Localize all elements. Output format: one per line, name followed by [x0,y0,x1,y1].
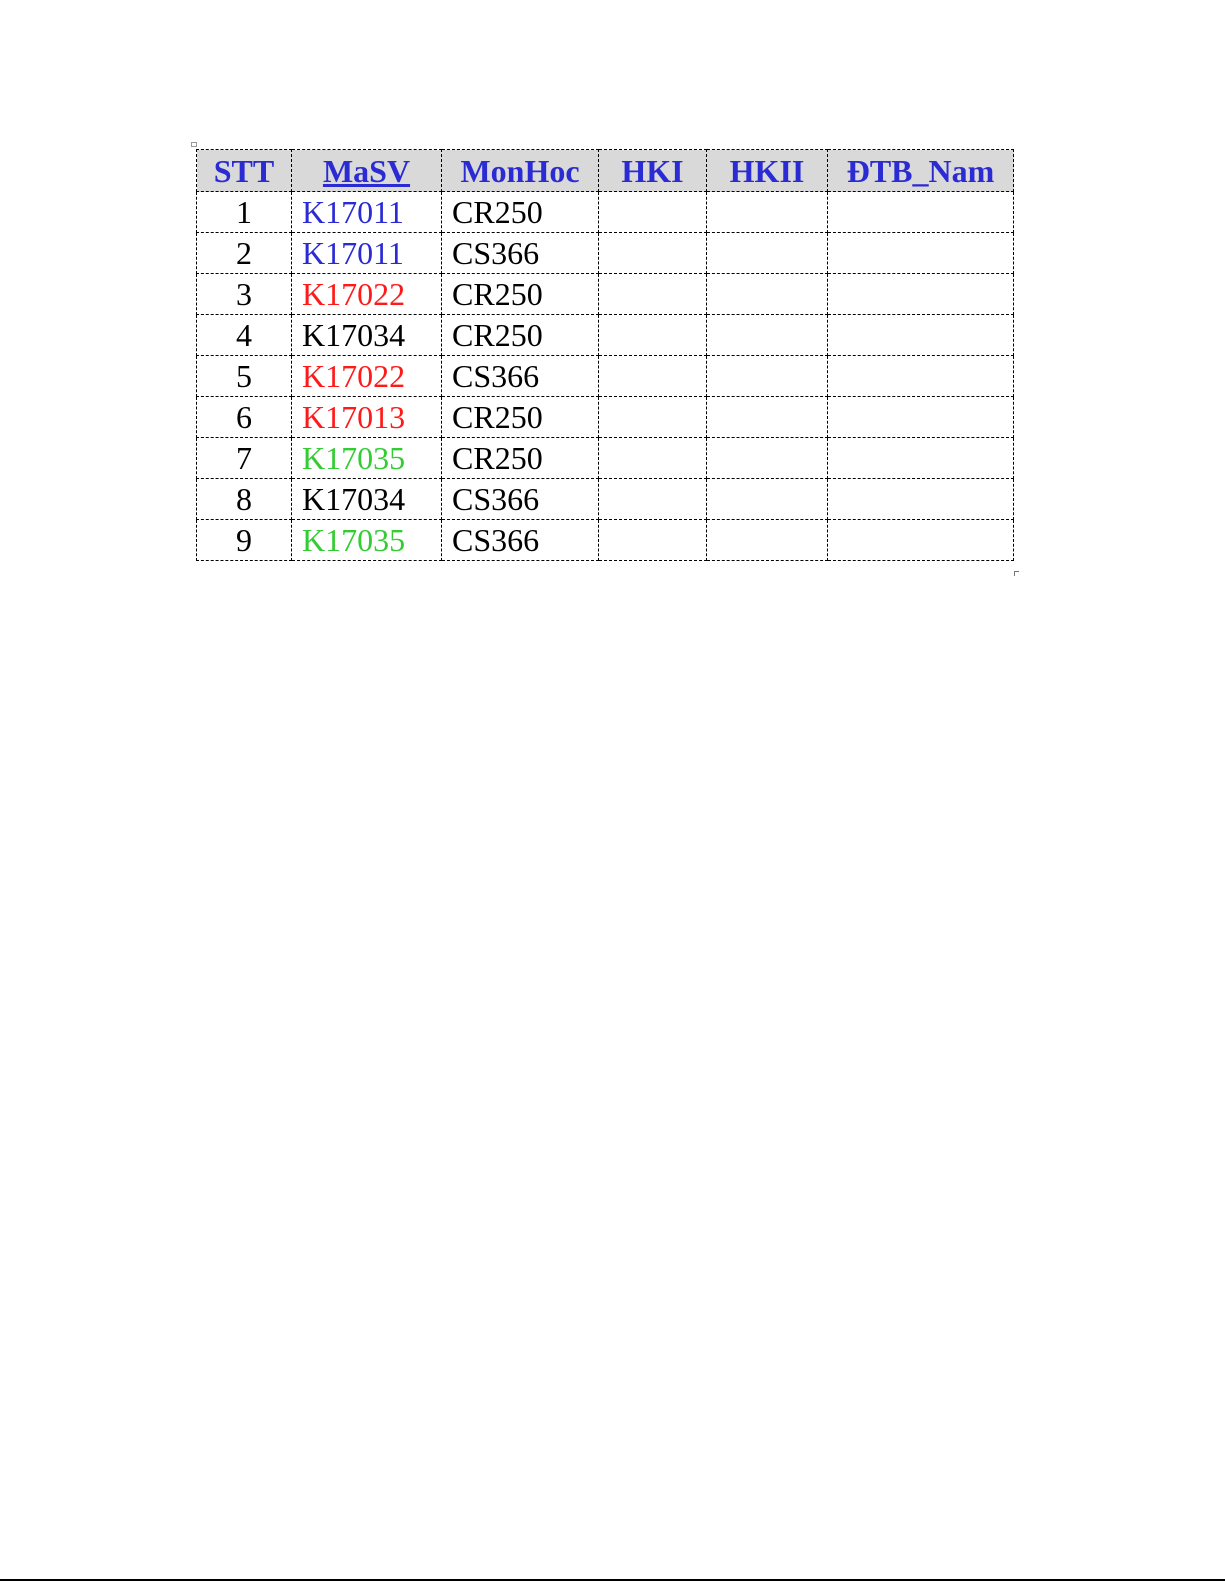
cell-dtb-nam[interactable] [828,315,1014,356]
header-stt: STT [197,150,292,192]
cell-hki[interactable] [599,356,707,397]
cell-hkii[interactable] [707,479,828,520]
cell-stt[interactable]: 9 [197,520,292,561]
table-row [197,397,1014,438]
page-bottom-border [0,1579,1225,1581]
table-row [197,274,1014,315]
cell-masv[interactable]: K17011 [292,192,442,233]
cell-masv[interactable]: K17013 [292,397,442,438]
cell-stt[interactable]: 7 [197,438,292,479]
header-hkii: HKII [707,150,828,192]
cell-dtb-nam[interactable] [828,233,1014,274]
cell-hkii[interactable] [707,274,828,315]
cell-stt[interactable]: 3 [197,274,292,315]
cell-monhoc[interactable]: CS366 [442,356,599,397]
cell-masv[interactable]: K17034 [292,315,442,356]
cell-stt[interactable]: 8 [197,479,292,520]
cell-monhoc[interactable]: CR250 [442,438,599,479]
header-monhoc: MonHoc [442,150,599,192]
cell-monhoc[interactable]: CS366 [442,479,599,520]
cell-stt[interactable]: 2 [197,233,292,274]
cell-monhoc[interactable]: CR250 [442,397,599,438]
table-move-handle[interactable] [191,142,197,147]
cell-masv[interactable]: K17022 [292,274,442,315]
table-row [197,233,1014,274]
table-row [197,192,1014,233]
cell-monhoc[interactable]: CS366 [442,520,599,561]
cell-monhoc[interactable]: CR250 [442,274,599,315]
cell-masv[interactable]: K17022 [292,356,442,397]
cell-hki[interactable] [599,438,707,479]
cell-hki[interactable] [599,479,707,520]
table-row [197,315,1014,356]
cell-dtb-nam[interactable] [828,397,1014,438]
cell-hki[interactable] [599,520,707,561]
cell-dtb-nam[interactable] [828,479,1014,520]
cell-stt[interactable]: 6 [197,397,292,438]
cell-masv[interactable]: K17034 [292,479,442,520]
table-row [197,438,1014,479]
table-row [197,479,1014,520]
grades-table [196,149,1014,561]
cell-hkii[interactable] [707,233,828,274]
table-row [197,520,1014,561]
cell-hkii[interactable] [707,315,828,356]
cell-hki[interactable] [599,397,707,438]
cell-monhoc[interactable]: CR250 [442,315,599,356]
cell-masv[interactable]: K17011 [292,233,442,274]
cell-dtb-nam[interactable] [828,438,1014,479]
cell-stt[interactable]: 4 [197,315,292,356]
header-dtb-nam: ĐTB_Nam [828,150,1014,192]
cell-stt[interactable]: 1 [197,192,292,233]
cell-monhoc[interactable]: CS366 [442,233,599,274]
cell-masv[interactable]: K17035 [292,520,442,561]
cell-hkii[interactable] [707,520,828,561]
cell-hkii[interactable] [707,438,828,479]
table-resize-handle[interactable] [1014,571,1019,576]
cell-stt[interactable]: 5 [197,356,292,397]
cell-dtb-nam[interactable] [828,356,1014,397]
table-row [197,356,1014,397]
cell-hki[interactable] [599,233,707,274]
cell-hkii[interactable] [707,192,828,233]
cell-masv[interactable]: K17035 [292,438,442,479]
cell-dtb-nam[interactable] [828,520,1014,561]
cell-dtb-nam[interactable] [828,192,1014,233]
table-body [197,192,1014,561]
cell-dtb-nam[interactable] [828,274,1014,315]
cell-hki[interactable] [599,315,707,356]
table-header-row [197,150,1014,192]
cell-hkii[interactable] [707,356,828,397]
header-masv: MaSV [292,150,442,192]
cell-monhoc[interactable]: CR250 [442,192,599,233]
cell-hki[interactable] [599,274,707,315]
cell-hkii[interactable] [707,397,828,438]
cell-hki[interactable] [599,192,707,233]
header-hki: HKI [599,150,707,192]
